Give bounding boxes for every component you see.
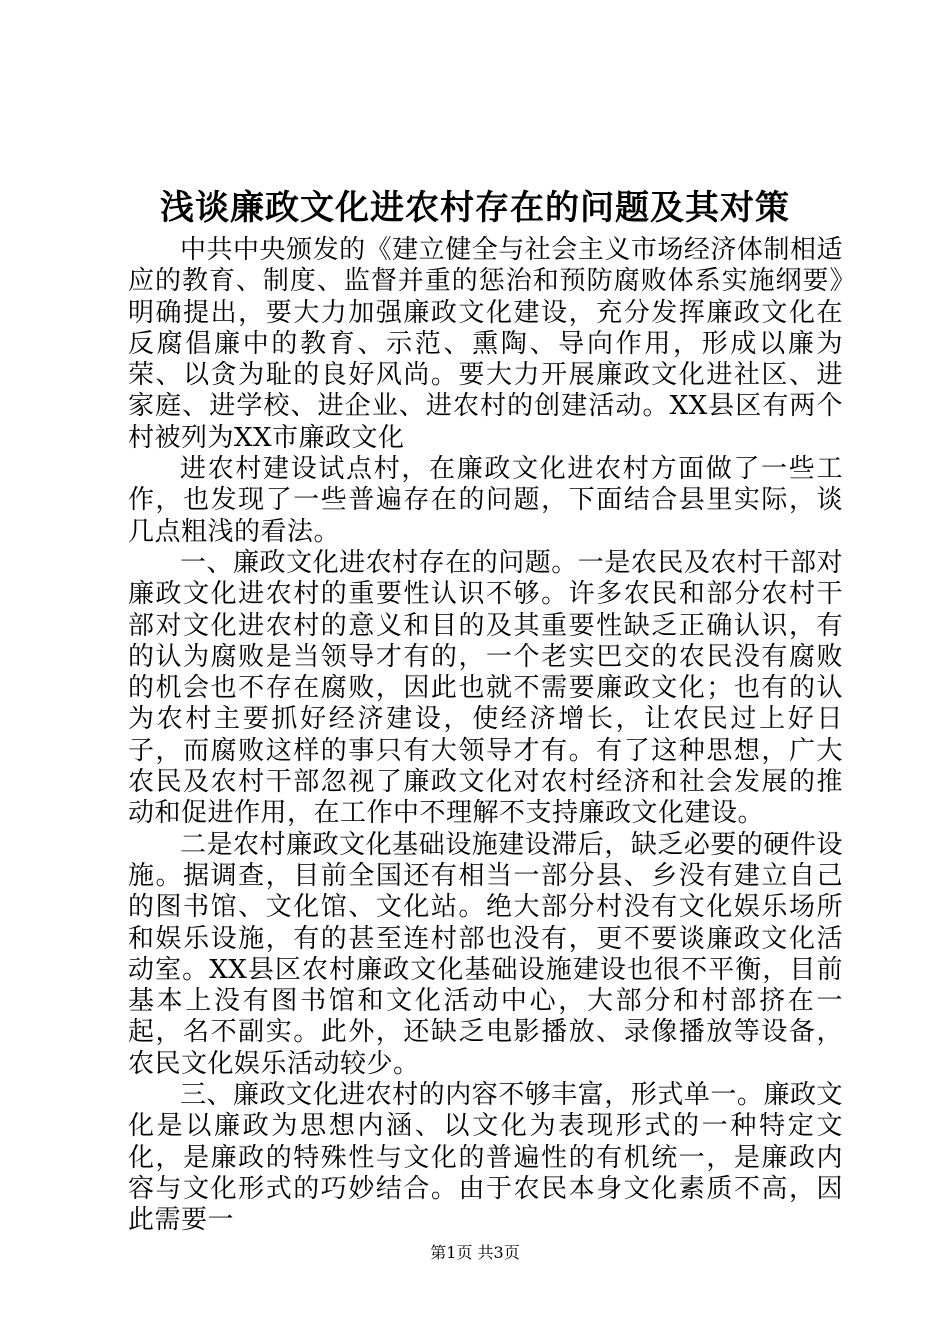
paragraph-2: 进农村建设试点村，在廉政文化进农村方面做了一些工作，也发现了一些普遍存在的问题，下面结合县里实际，谈几点粗浅的看法。 [128,454,843,547]
paragraph-3: 一、廉政文化进农村存在的问题。一是农民及农村干部对廉政文化进农村的重要性认识不够。许多农民和部分农村干部对文化进农村的意义和目的及其重要性缺乏正确认识，有的认为腐败是当领导才有的，一个老实巴交的农民没有腐败的机会也不存在腐败，因此也就不需要廉政文化；也有的认为农村主要抓好经济建设，使经济增长，让农民过上好日子，而腐败这样的事只有大领导才有。有了这种思想，广大农民及农村干部忽视了廉政文化对农村经济和社会发展的推动和促进作用，在工作中不理解不支持廉政文化建设。 [128,547,843,829]
document-body [128,235,843,1237]
page-footer: 第1页 共3页 [430,1243,520,1262]
document-title: 浅谈廉政文化进农村存在的问题及其对策 [160,188,790,228]
paragraph-4: 二是农村廉政文化基础设施建设滞后，缺乏必要的硬件设施。据调查，目前全国还有相当一部分县、乡没有建立自己的图书馆、文化馆、文化站。绝大部分村没有文化娱乐场所和娱乐设施，有的甚至连村部也没有，更不要谈廉政文化活动室。XX县区农村廉政文化基础设施建设也很不平衡，目前基本上没有图书馆和文化活动中心，大部分和村部挤在一起，名不副实。此外，还缺乏电影播放、录像播放等设备，农民文化娱乐活动较少。 [128,829,843,1079]
paragraph-5: 三、廉政文化进农村的内容不够丰富，形式单一。廉政文化是以廉政为思想内涵、以文化为表现形式的一种特定文化，是廉政的特殊性与文化的普遍性的有机统一，是廉政内容与文化形式的巧妙结合。由于农民本身文化素质不高，因此需要一 [128,1080,843,1236]
paragraph-1: 中共中央颁发的《建立健全与社会主义市场经济体制相适应的教育、制度、监督并重的惩治和预防腐败体系实施纲要》明确提出，要大力加强廉政文化建设，充分发挥廉政文化在反腐倡廉中的教育、示范、熏陶、导向作用，形成以廉为荣、以贪为耻的良好风尚。要大力开展廉政文化进社区、进家庭、进学校、进企业、进农村的创建活动。XX县区有两个村被列为XX市廉政文化 [128,235,843,453]
